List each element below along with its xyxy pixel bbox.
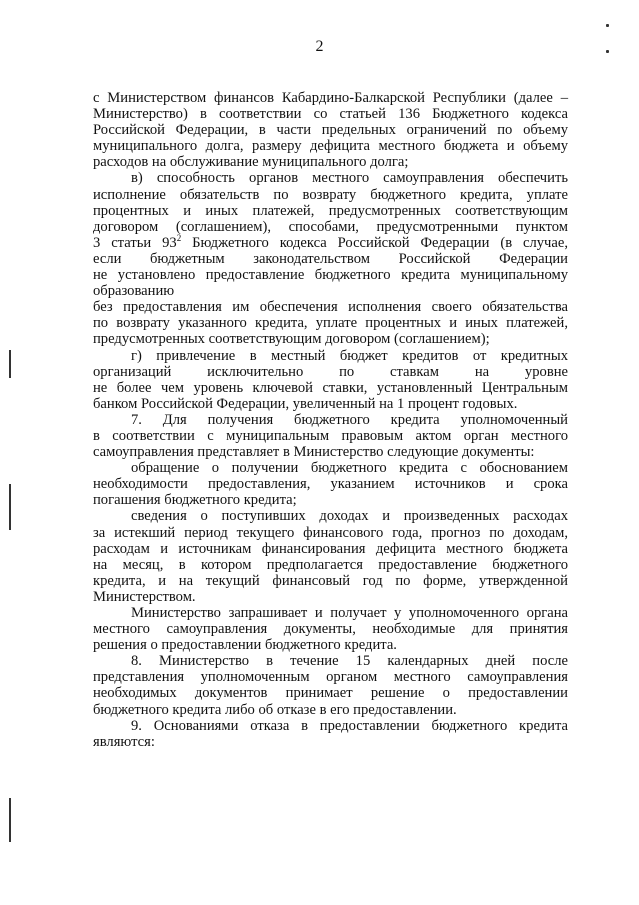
text-line: на месяц, в котором предполагается предоставление бюджетного bbox=[93, 556, 568, 573]
text-fragment: 3 статьи 93 bbox=[93, 234, 177, 251]
text-line: Российской Федерации, в части предельных ограничений по объему bbox=[93, 122, 568, 139]
text-line: образованию bbox=[93, 283, 175, 300]
text-line: за истекший период текущего финансового года, прогноз по доходам, bbox=[93, 524, 568, 541]
text-line: Министерством. bbox=[93, 588, 196, 605]
paragraph-section-7-info bbox=[93, 508, 568, 605]
text-line: с Министерством финансов Кабардино-Балкарской Республики (далее – bbox=[93, 90, 568, 106]
text-line: самоуправления представляет в Министерство следующие документы: bbox=[93, 444, 535, 461]
text-line: договором (соглашением), способами, предусмотренными пунктом bbox=[93, 218, 568, 235]
paragraph-intro bbox=[93, 90, 568, 170]
text-line: без предоставления им обеспечения исполнения своего обязательства bbox=[93, 299, 568, 316]
document-body bbox=[93, 90, 568, 750]
scan-margin-mark bbox=[9, 798, 11, 842]
text-line: обращение о получении бюджетного кредита с обоснованием bbox=[131, 460, 568, 477]
paragraph-section-7-ministry bbox=[93, 605, 568, 653]
text-line: не более чем уровень ключевой ставки, установленный Центральным bbox=[93, 379, 568, 396]
text-fragment: Бюджетного кодекса Российской Федерации (в случае, bbox=[181, 234, 568, 251]
paragraph-section-7-request bbox=[93, 460, 568, 508]
text-line: бюджетного кредита либо об отказе в его предоставлении. bbox=[93, 701, 457, 718]
text-line: предусмотренных соответствующим договором (соглашением); bbox=[93, 331, 490, 348]
text-line: являются: bbox=[93, 733, 155, 750]
text-line: 8. Министерство в течение 15 календарных дней после bbox=[131, 653, 568, 670]
text-line: муниципального долга, размеру дефицита местного бюджета и объему bbox=[93, 138, 568, 155]
text-line: организаций исключительно по ставкам на уровне bbox=[93, 363, 568, 380]
paragraph-section-9 bbox=[93, 718, 568, 750]
scan-artifact-dot bbox=[606, 50, 609, 53]
text-line: в) способность органов местного самоуправления обеспечить bbox=[131, 170, 568, 187]
text-line: кредита, и на текущий финансовый год по форме, утвержденной bbox=[93, 572, 568, 589]
text-line: необходимых документов принимает решение о предоставлении bbox=[93, 685, 568, 702]
text-line: процентных и иных платежей, предусмотренных соответствующим bbox=[93, 202, 568, 219]
text-line: Министерство запрашивает и получает у уполномоченного органа bbox=[131, 605, 568, 621]
text-line: расходам и источникам финансирования дефицита местного бюджета bbox=[93, 540, 568, 557]
text-line: по возврату указанного кредита, уплате процентных и иных платежей, bbox=[93, 315, 568, 332]
text-line: погашения бюджетного кредита; bbox=[93, 492, 297, 509]
text-line: решения о предоставлении бюджетного кредита. bbox=[93, 637, 397, 654]
text-line: г) привлечение в местный бюджет кредитов от кредитных bbox=[131, 347, 568, 364]
paragraph-item-g bbox=[93, 348, 568, 412]
text-line: необходимости предоставления, указанием источников и срока bbox=[93, 476, 568, 493]
paragraph-section-7 bbox=[93, 412, 568, 460]
text-line: 7. Для получения бюджетного кредита уполномоченный bbox=[131, 411, 568, 428]
text-line: расходов на обслуживание муниципального долга; bbox=[93, 154, 409, 171]
text-line: если бюджетным законодательством Российской Федерации bbox=[93, 250, 568, 267]
text-line: представления уполномоченным органом местного самоуправления bbox=[93, 669, 568, 686]
text-line: банком Российской Федерации, увеличенный на 1 процент годовых. bbox=[93, 395, 518, 412]
text-line: местного самоуправления документы, необходимые для принятия bbox=[93, 621, 568, 638]
scan-artifact-dot bbox=[606, 24, 609, 27]
text-line: 9. Основаниями отказа в предоставлении бюджетного кредита bbox=[131, 717, 568, 734]
superscript: 2 bbox=[176, 232, 182, 243]
text-line: исполнение обязательств по возврату бюджетного кредита, уплате bbox=[93, 186, 568, 203]
text-line: в соответствии с муниципальным правовым актом орган местного bbox=[93, 427, 568, 444]
text-line: сведения о поступивших доходах и произведенных расходах bbox=[131, 508, 568, 525]
page-number: 2 bbox=[315, 38, 324, 55]
paragraph-item-v bbox=[93, 170, 568, 347]
text-line: не установлено предоставление бюджетного кредита муниципальному bbox=[93, 267, 568, 284]
text-line-with-superscript bbox=[93, 232, 568, 251]
text-line: Министерство) в соответствии со статьей 136 Бюджетного кодекса bbox=[93, 106, 568, 123]
scan-margin-mark bbox=[9, 350, 11, 378]
paragraph-section-8 bbox=[93, 653, 568, 717]
scan-margin-mark bbox=[9, 484, 11, 530]
